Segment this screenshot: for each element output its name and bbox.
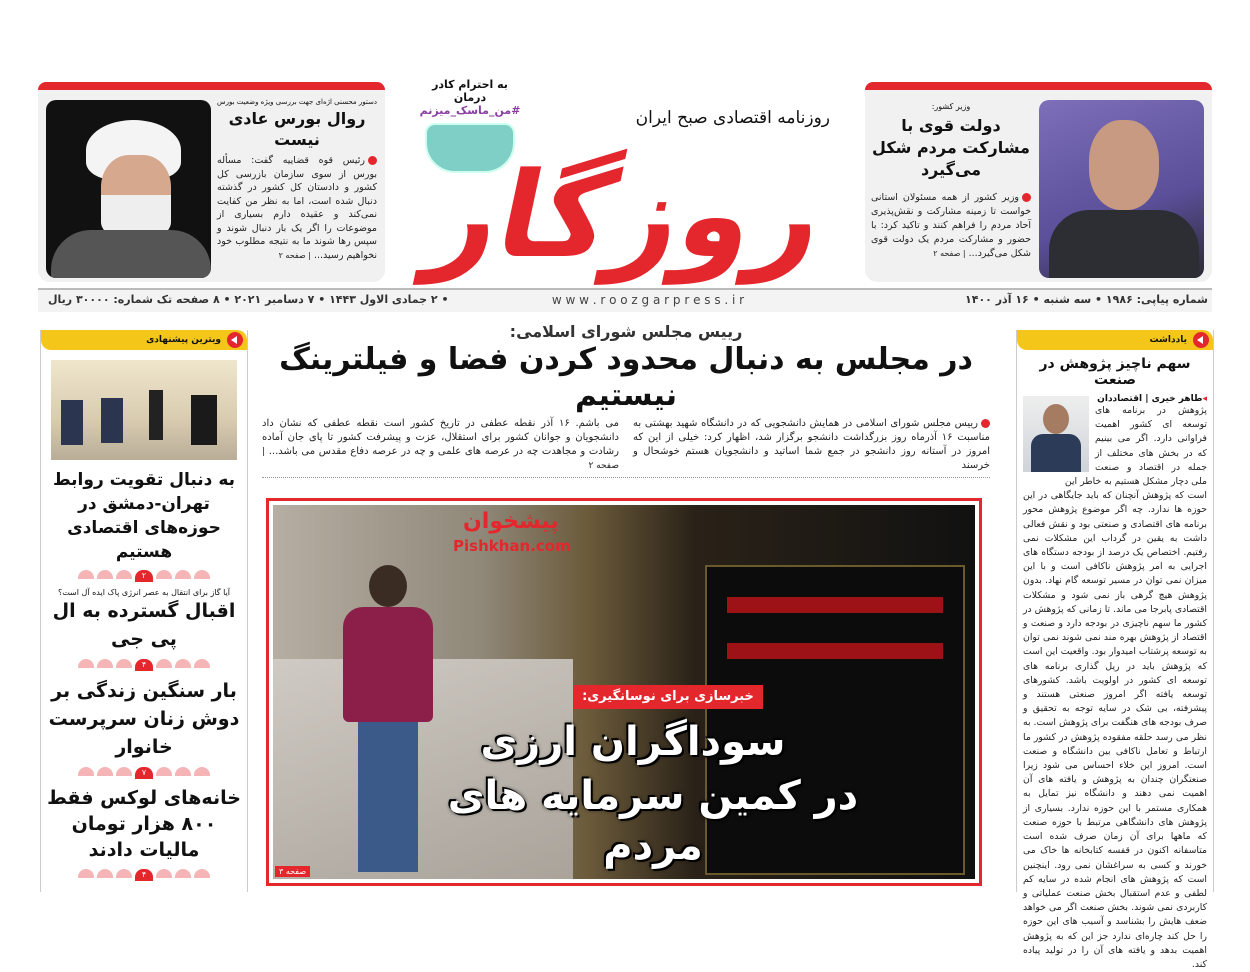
body-paragraph <box>217 154 377 262</box>
headline[interactable]: دولت قوی با مشارکت مردم شکل می‌گیرد <box>872 116 1030 179</box>
page-number[interactable]: ۷ <box>135 767 153 779</box>
page-number[interactable]: ۲ <box>135 570 153 582</box>
watermark-url: Pishkhan.com <box>453 537 571 555</box>
sidebar-item[interactable] <box>47 468 241 582</box>
story-text <box>871 102 1031 261</box>
section-label: یادداشت <box>1149 335 1187 345</box>
lead-story <box>262 322 990 478</box>
page-badge <box>47 570 241 582</box>
sidebar-headline[interactable]: بار سنگین زندگی بر دوش زنان سرپرست خانوار <box>48 680 240 758</box>
issue-date-right: شماره پیاپی: ۱۹۸۶ • سه شنبه • ۱۶ آذر ۱۴۰۰ <box>965 293 1208 306</box>
body-right-text: رییس مجلس شورای اسلامی در همایش دانشجویی که در دانشگاه شهید بهشتی به مناسبت ۱۶ آذرماه روز بزرگداشت دانشجو برگزار شد، اظهار کرد: خیلی از این که امروز در آستانه روز دانشجو در جمع شما اساتید و دانشجویان هستم خوشحال و خرسند <box>633 418 990 471</box>
photo-headline-line2[interactable]: در کمین سرمایه های مردم <box>447 773 859 869</box>
page-ref[interactable]: | صفحه ۲ <box>933 249 966 258</box>
issue-date-left: • ۲ جمادی الاول ۱۴۴۳ • ۷ دسامبر ۲۰۲۱ • ۸ صفحه تک شماره: ۳۰۰۰۰ ریال <box>48 293 449 306</box>
website[interactable]: w w w . r o o z g a r p r e s s . i r <box>551 293 745 307</box>
kicker: دستور محسنی اژه‌ای جهت بررسی ویژه وضعیت بورس <box>217 98 377 106</box>
masthead <box>395 70 860 290</box>
currency-exchange-photo <box>273 505 975 879</box>
logo: روزگار <box>417 146 838 284</box>
page-ref[interactable]: صفحه ۳ <box>275 866 310 877</box>
lead-body-columns <box>262 417 990 473</box>
top-right-story <box>865 82 1212 282</box>
bullet-icon <box>981 419 990 428</box>
page-badge <box>47 869 241 881</box>
kicker: رییس مجلس شورای اسلامی: <box>509 322 743 341</box>
minister-photo <box>1039 100 1204 278</box>
red-bar <box>865 82 1212 90</box>
sidebar-column <box>40 330 248 892</box>
story-panel <box>38 90 385 282</box>
body-right <box>633 417 990 473</box>
play-icon <box>227 332 243 348</box>
meeting-photo <box>51 360 237 460</box>
photo-headline-line1[interactable]: سوداگران ارزی <box>480 719 786 765</box>
story-panel <box>865 90 1212 282</box>
sidebar-kicker: آیا گاز برای انتقال به عصر انرژی پاک ایده آل است؟ <box>57 588 231 597</box>
mask-campaign-line2[interactable]: #من_ماسک_میزنم <box>419 104 521 117</box>
headline[interactable]: روال بورس عادی نیست <box>228 109 366 149</box>
bullet-icon <box>1022 193 1031 202</box>
issue-info-strip <box>38 288 1212 312</box>
body-paragraph <box>871 191 1031 261</box>
play-icon <box>1193 332 1209 348</box>
sidebar-headline[interactable]: خانه‌های لوکس فقط ۸۰۰ هزار تومان مالیات دادند <box>47 787 241 861</box>
page-badge <box>47 767 241 779</box>
body: وزیر کشور از همه مسئولان استانی خواست تا زمینه مشارکت و نقش‌پذیری آحاد مردم را فراهم کنند و تاکید کرد: با حضور و مشارکت مردم یک دولت قوی شکل می‌گیرد... <box>871 192 1031 259</box>
main-photo-frame <box>266 498 982 886</box>
editorial-headline[interactable]: سهم ناچیز پژوهش در صنعت <box>1039 356 1191 388</box>
section-tab <box>41 330 247 350</box>
page-ref[interactable]: | صفحه ۲ <box>278 250 311 260</box>
story-text <box>217 98 377 262</box>
tagline: روزنامه اقتصادی صبح ایران <box>635 108 830 128</box>
watermark-logo: پیشخوان <box>463 509 559 534</box>
kicker: وزیر کشور: <box>931 102 971 111</box>
section-label: ویترین پیشنهادی <box>146 335 221 345</box>
mask-campaign-line1: به احترام کادر درمان <box>432 78 508 104</box>
top-left-story <box>38 82 385 282</box>
editorial-body: است که پژوهش آنچنان که باید جایگاهی در این حوزه ها ندارد. چه اگر موضوع پژوهش محور برنامه های اقتصادی و صنعتی بود و نقش فعالی داشت به یقین در گرداب این مشکلات نمی رفتیم. اختصاص یک درصد از بودجه دستگاه های اجرایی به امر پژوهش ناکافی است و با این میزان نمی توان در مسیر توسعه گام نهاد. بدون پژوهش هیچ گرهی باز نمی شود و مشکلات اقتصادی پابرجا می ماند. تا زمانی که پژوهش در کشور ما سهم ناچیزی در بودجه دارد و صنعت و اقتصاد از پژوهش بهره مند نمی شوند نمی توان به توسعه پرشتاب امیدوار بود. واقعیت این است که پژوهش باید در ریل گذاری برنامه های توسعه ای کشور در اولویت باشد. کشورهای توسعه یافته اگر امروز صنعتی هستند و پیشرفته، بی شک در سایه توجه به تحقیق و صرف بودجه های هنگفت برای پژوهش است. به نظر می رسد حلقه مفقوده پژوهش در کشور ما ارتباط و تعامل ناکافی بین دانشگاه و صنعت است. امروز این خلاء احساس می شود زیرا صنعتگران چندان به پژوهش و یافته های آن اهمیت نمی دهند و دانشگاه نیز تمایل به همکاری مستمر با این حوزه ندارد. بسیاری از پژوهش های دانشگاهی مرتبط با حوزه صنعت که ماهها برای آن زمان صرف شده است متاسفانه اکنون در قفسه کتابخانه ها خاک می خورند و کسی به سراغشان نمی رود. اینچنین است که پژوهش های انجام شده در سایه کم لطفی و عدم استقبال بخش صنعت عملیاتی و کاربردی نمی شوند. بخش صنعت اگر می خواهد ضعف هایش را بشناسد و آسیب های این حوزه را حل کند چاره‌ای ندارد جز این که به پژوهش اهمیت بدهد و یافته های آن را در تولید پیاده کند. <box>1023 490 1207 970</box>
editorial-body-intro: پژوهش در برنامه های توسعه ای کشور اهمیت فراوانی دارد. اگر می بینیم که در بخش های مختلف از جمله در اقتصاد و صنعت ملی دچار مشکل هستیم به خاطر این <box>1064 405 1207 488</box>
page-badge <box>47 659 241 671</box>
photo-kicker: خبرسازی برای نوسانگیری: <box>573 685 763 709</box>
author-photo <box>1023 396 1089 472</box>
sidebar-headline[interactable]: اقبال گسترده به ال پی جی <box>52 600 236 650</box>
sidebar-headline[interactable]: به دنبال تقویت روابط تهران-دمشق در حوزه‌های اقتصادی هستیم <box>52 470 236 562</box>
page-ref[interactable]: | صفحه ۲ <box>262 447 619 471</box>
headline[interactable]: در مجلس به دنبال محدود کردن فضا و فیلترینگ نیستیم <box>279 342 973 413</box>
divider <box>262 477 990 478</box>
body-left-text: می باشم. ۱۶ آذر نقطه عطفی در تاریخ کشور است نقطه عطفی که نشان داد دانشجویان و جوانان کشور برای استقلال، عزت و پیشرفت کشور تا پای جان آماده رشادت و مجاهدت چه در عرصه های علمی و چه در عرصه دفاع مقدس می باشد... <box>262 418 619 457</box>
body-left <box>262 417 619 473</box>
page-number[interactable]: ۴ <box>135 659 153 671</box>
section-tab <box>1017 330 1213 350</box>
bullet-icon <box>368 156 377 165</box>
body: رئیس قوه قضاییه گفت: مسأله بورس از سوی سازمان بازرسی کل کشور و دادستان کل کشور در گذشته دنبال شده است، اما به نظر من کفایت نمی‌کند و عقیده دارم بسیاری از موضوعات را اگر یک بار دنبال شوند و سپس رها شوند ما به نتیجه مطلوب خود نخواهیم رسید... <box>217 155 377 261</box>
author-name: طاهر خیری | اقتصاددان <box>1097 394 1203 404</box>
editorial-column <box>1016 330 1214 970</box>
sidebar-item[interactable] <box>47 785 241 881</box>
pointer-icon: ◂ <box>1202 394 1207 404</box>
editorial-content <box>1017 394 1213 972</box>
sidebar-item[interactable] <box>47 677 241 779</box>
sidebar-item[interactable] <box>47 588 241 671</box>
judiciary-chief-photo <box>46 100 211 278</box>
red-bar <box>38 82 385 90</box>
page-number[interactable]: ۴ <box>135 869 153 881</box>
